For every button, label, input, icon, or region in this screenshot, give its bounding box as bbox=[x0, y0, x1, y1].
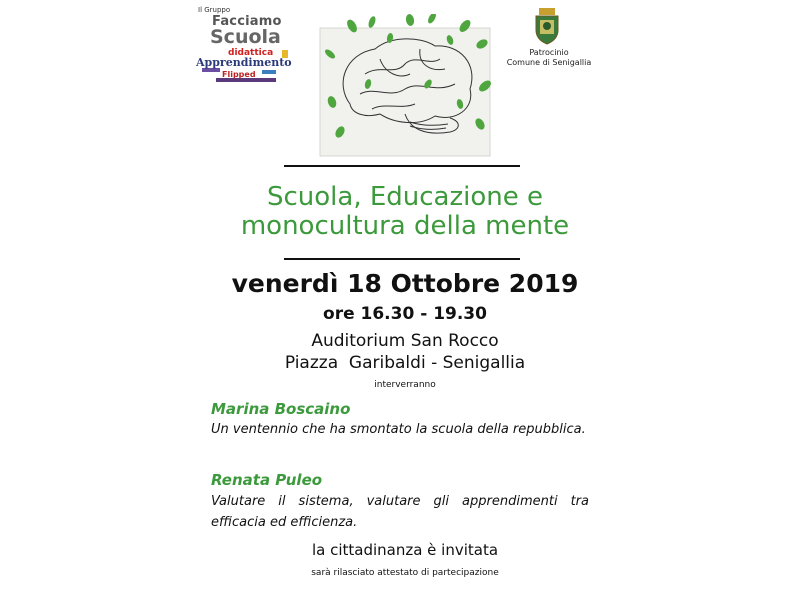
top-divider bbox=[284, 165, 520, 167]
certificate-note: sarà rilasciato attestato di partecipazione bbox=[311, 568, 499, 578]
event-venue bbox=[200, 330, 610, 374]
intervene-label: interverranno bbox=[374, 380, 436, 390]
logo-word-scuola: Scuola bbox=[210, 26, 281, 48]
comune-line: Comune di Senigallia bbox=[506, 58, 592, 67]
patrocinio-line: Patrocinio bbox=[529, 48, 569, 57]
logo-group-label: Il Gruppo bbox=[198, 6, 231, 14]
invite-text: la cittadinanza è invitata bbox=[311, 541, 499, 559]
title-line-2: monocultura della mente bbox=[240, 211, 570, 241]
logo-word-apprendimento: Apprendimento bbox=[196, 56, 292, 69]
patrocinio-label bbox=[503, 48, 595, 68]
facciamo-scuola-logo bbox=[196, 4, 292, 84]
logo-word-didattica: didattica bbox=[228, 48, 274, 58]
event-date: venerdì 18 Ottobre 2019 bbox=[231, 269, 579, 298]
venue-line-2: Piazza Garibaldi - Senigallia bbox=[284, 353, 526, 373]
speaker-2-name: Renata Puleo bbox=[211, 471, 323, 489]
speaker-1-name: Marina Boscaino bbox=[211, 400, 351, 418]
logo-word-facciamo: Facciamo bbox=[212, 14, 282, 29]
speaker-1-talk: Un ventennio che ha smontato la scuola della repubblica. bbox=[211, 422, 586, 437]
title-divider bbox=[284, 258, 520, 260]
event-title bbox=[160, 183, 650, 241]
speaker-2-talk: Valutare il sistema, valutare gli apprendimenti tra efficacia ed efficienza. bbox=[211, 494, 589, 530]
title-line-1: Scuola, Educazione e bbox=[266, 182, 544, 212]
senigallia-crest-icon bbox=[528, 6, 566, 46]
paper-sheet bbox=[320, 28, 490, 156]
event-hours: ore 16.30 - 19.30 bbox=[323, 304, 487, 324]
logo-word-flipped: Flipped bbox=[222, 70, 256, 79]
venue-line-1: Auditorium San Rocco bbox=[311, 331, 499, 351]
brain-leaves-illustration bbox=[310, 14, 500, 162]
